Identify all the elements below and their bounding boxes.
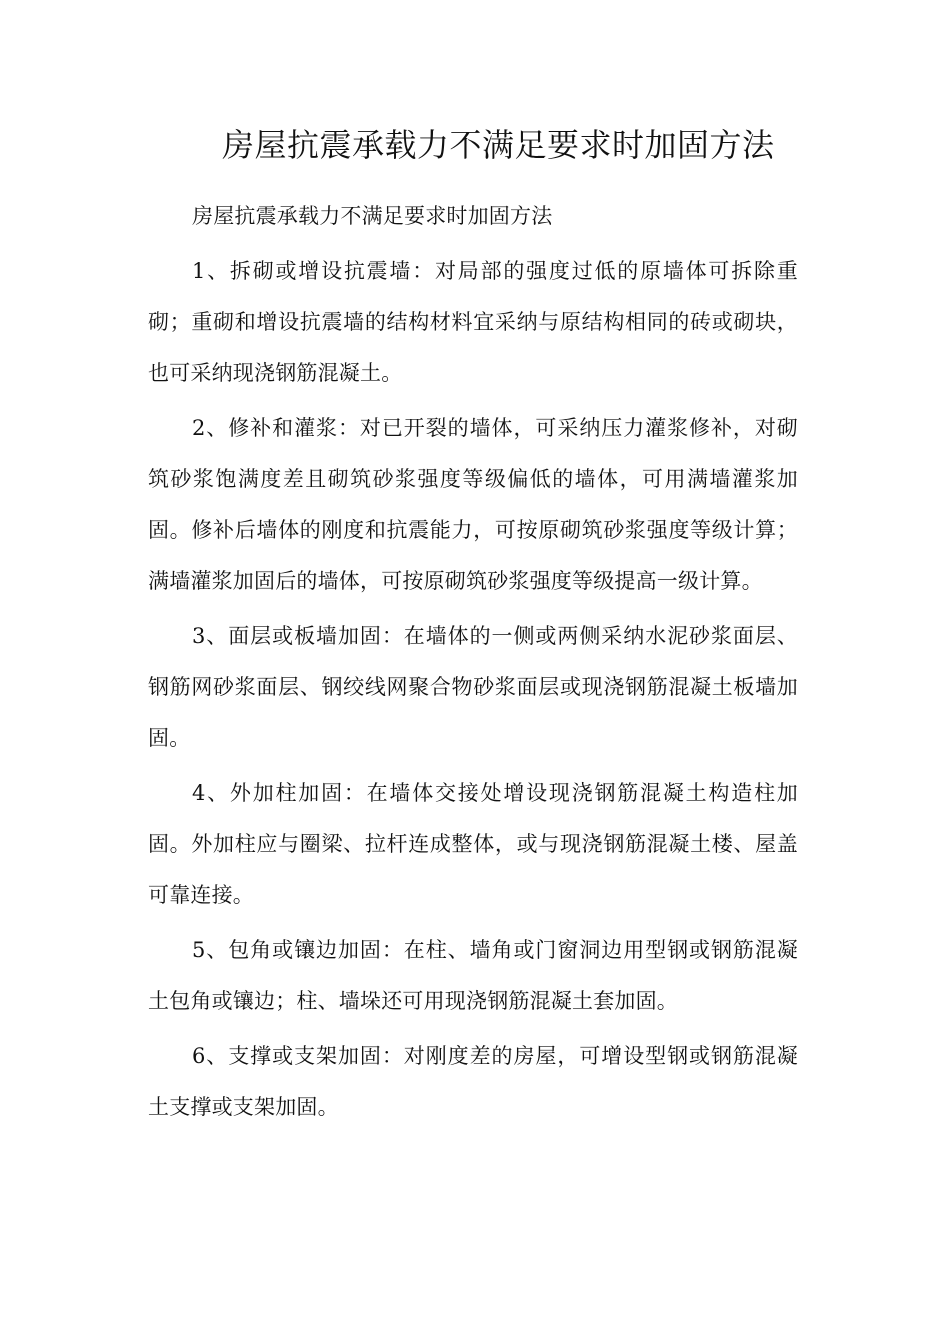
paragraph-item-1: 1、拆砌或增设抗震墙：对局部的强度过低的原墙体可拆除重砌；重砌和增设抗震墙的结构材料宜采纳与原结构相同的砖或砌块，也可采纳现浇钢筋混凝土。 bbox=[148, 259, 798, 385]
paragraph-item-3: 3、面层或板墙加固：在墙体的一侧或两侧采纳水泥砂浆面层、钢筋网砂浆面层、钢绞线网聚合物砂浆面层或现浇钢筋混凝土板墙加固。 bbox=[148, 624, 798, 750]
paragraph-item-2: 2、修补和灌浆：对已开裂的墙体，可采纳压力灌浆修补，对砌筑砂浆饱满度差且砌筑砂浆强度等级偏低的墙体，可用满墙灌浆加固。修补后墙体的刚度和抗震能力，可按原砌筑砂浆强度等级计算；满墙灌浆加固后的墙体，可按原砌筑砂浆强度等级提高一级计算。 bbox=[148, 416, 798, 593]
paragraph-intro: 房屋抗震承载力不满足要求时加固方法 bbox=[192, 204, 553, 228]
paragraph-item-4: 4、外加柱加固：在墙体交接处增设现浇钢筋混凝土构造柱加固。外加柱应与圈梁、拉杆连成整体，或与现浇钢筋混凝土楼、屋盖可靠连接。 bbox=[148, 781, 798, 907]
document-body bbox=[148, 191, 798, 1137]
document-title: 房屋抗震承载力不满足要求时加固方法 bbox=[222, 126, 775, 164]
paragraph-item-6: 6、支撑或支架加固：对刚度差的房屋，可增设型钢或钢筋混凝土支撑或支架加固。 bbox=[148, 1044, 798, 1119]
paragraph-item-5: 5、包角或镶边加固：在柱、墙角或门窗洞边用型钢或钢筋混凝土包角或镶边；柱、墙垛还可用现浇钢筋混凝土套加固。 bbox=[148, 938, 798, 1013]
